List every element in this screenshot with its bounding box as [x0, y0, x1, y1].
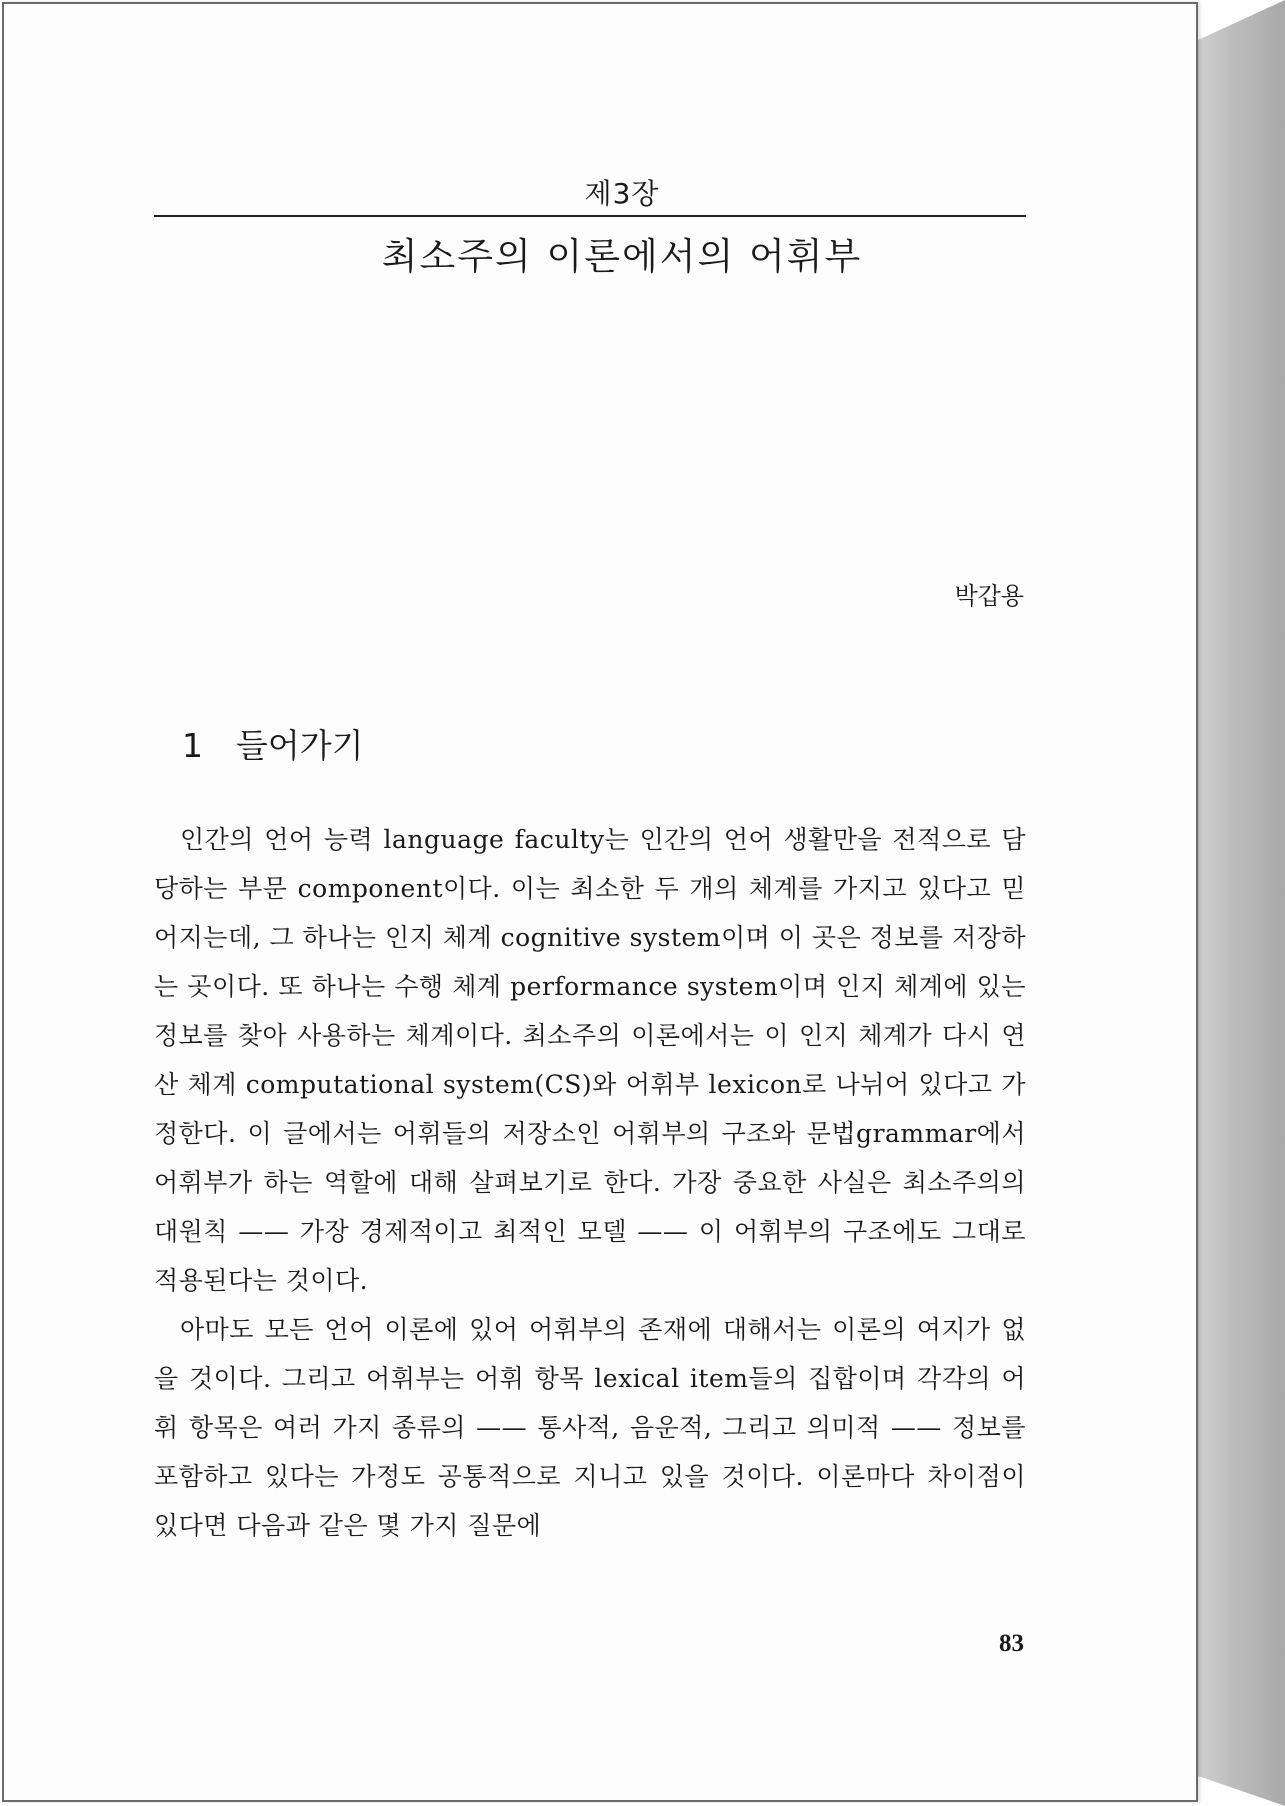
book-edge-top-corner	[1198, 0, 1285, 40]
page-number: 83	[999, 1630, 1024, 1657]
chapter-title: 최소주의 이론에서의 어휘부	[381, 235, 863, 278]
body-text	[154, 815, 1026, 1550]
section-heading	[182, 720, 364, 767]
paragraph: 인간의 언어 능력 language faculty는 인간의 언어 생활만을 전적으로 담당하는 부문 component이다. 이는 최소한 두 개의 체계를 가지고 있다고 믿어지는데, 그 하나는 인지 체계 cognitive system이며 이 곳은 정보를 저장하는 곳이다. 또 하나는 수행 체계 performance system이며 인지 체계에 있는 정보를 찾아 사용하는 체계이다. 최소주의 이론에서는 이 인지 체계가 다시 연산 체계 computational system(CS)와 어휘부 lexicon로 나뉘어 있다고 가정한다. 이 글에서는 어휘들의 저장소인 어휘부의 구조와 문법grammar에서 어휘부가 하는 역할에 대해 살펴보기로 한다. 가장 중요한 사실은 최소주의의 대원칙 —— 가장 경제적이고 최적인 모델 —— 이 어휘부의 구조에도 그대로 적용된다는 것이다.	[154, 825, 1026, 1295]
chapter-label: 제3장	[584, 177, 660, 210]
book-page	[2, 2, 1198, 1802]
chapter-divider	[154, 215, 1026, 217]
author-name: 박갑용	[954, 582, 1024, 610]
section-number: 1	[182, 726, 203, 765]
paragraph: 아마도 모든 언어 이론에 있어 어휘부의 존재에 대해서는 이론의 여지가 없을 것이다. 그리고 어휘부는 어휘 항목 lexical item들의 집합이며 각각의 어휘 항목은 여러 가지 종류의 —— 통사적, 음운적, 그리고 의미적 —— 정보를 포함하고 있다는 가정도 공통적으로 지니고 있을 것이다. 이론마다 차이점이 있다면 다음과 같은 몇 가지 질문에	[154, 1315, 1026, 1540]
book-edge-bottom-corner	[1198, 1776, 1285, 1806]
section-title: 들어가기	[236, 726, 364, 765]
